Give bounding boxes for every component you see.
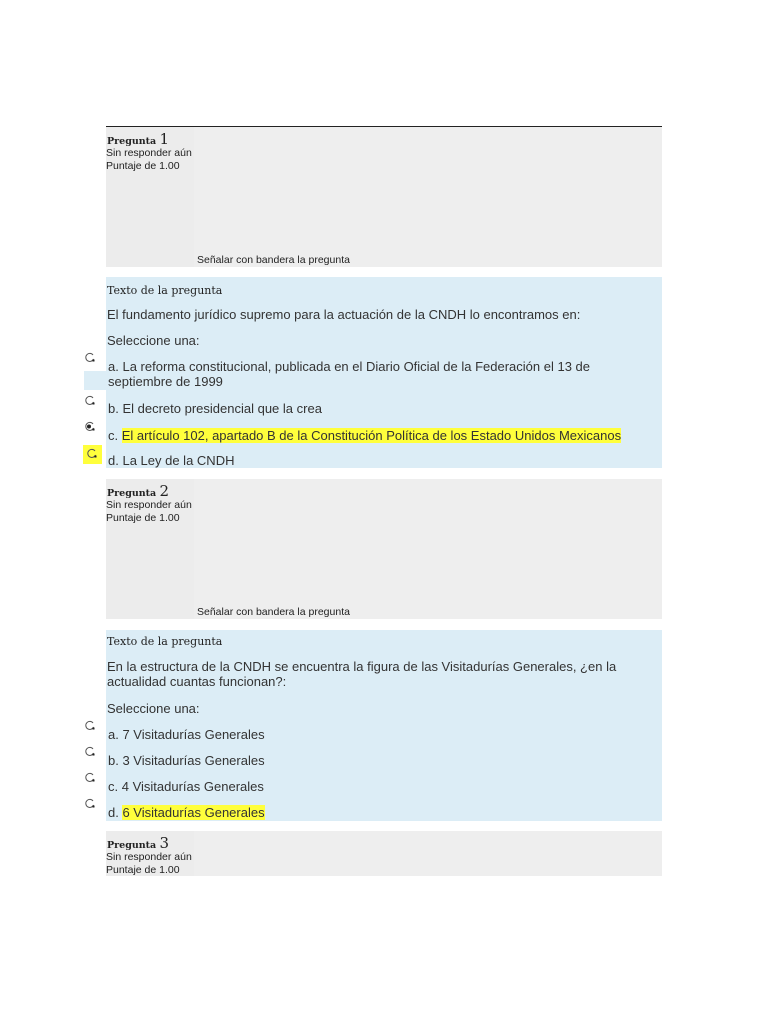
question-2-radio-b[interactable] bbox=[84, 746, 95, 757]
question-2-text: En la estructura de la CNDH se encuentra la figura de las Visitadurías Generales, ¿en la actualidad cuantas funcionan?: bbox=[107, 659, 617, 689]
question-1-text: El fundamento jurídico supremo para la actuación de la CNDH lo encontramos en: bbox=[107, 307, 581, 322]
question-2-content bbox=[106, 630, 662, 821]
question-3-info bbox=[106, 831, 662, 876]
question-2-option-b[interactable]: b. 3 Visitadurías Generales bbox=[108, 753, 265, 768]
question-1-radio-b[interactable] bbox=[84, 395, 95, 406]
question-1-radio-d[interactable] bbox=[83, 445, 102, 464]
question-2-option-c[interactable]: c. 4 Visitadurías Generales bbox=[108, 779, 264, 794]
question-2-text-heading: Texto de la pregunta bbox=[107, 635, 223, 648]
question-2-label: Pregunta 2 bbox=[107, 482, 170, 500]
question-2-radio-d[interactable] bbox=[84, 798, 95, 809]
radio-icon bbox=[84, 798, 95, 809]
radio-icon bbox=[84, 720, 95, 731]
question-2-option-d[interactable]: d. 6 Visitadurías Generales bbox=[108, 805, 265, 820]
question-1-option-a[interactable]: a. La reforma constitucional, publicada en el Diario Oficial de la Federación el 13 de septiembre de 1999 bbox=[108, 359, 591, 389]
question-3-number: 3 bbox=[159, 834, 170, 852]
radio-icon bbox=[84, 746, 95, 757]
question-1-status: Sin responder aún bbox=[106, 147, 192, 159]
question-1-select-prompt: Seleccione una: bbox=[107, 333, 200, 348]
radio-selected-icon bbox=[84, 421, 95, 432]
question-1-label: Pregunta 1 bbox=[107, 130, 170, 148]
radio-icon bbox=[83, 445, 102, 464]
question-2-flag-link[interactable]: Señalar con bandera la pregunta bbox=[197, 606, 350, 618]
question-2-radio-c[interactable] bbox=[84, 772, 95, 783]
question-1-option-b[interactable]: b. El decreto presidencial que la crea bbox=[108, 401, 322, 416]
question-1-radio-c-selected[interactable] bbox=[84, 421, 95, 432]
question-1-content bbox=[106, 277, 662, 468]
question-1-score: Puntaje de 1.00 bbox=[106, 160, 180, 172]
question-3-label: Pregunta 3 bbox=[107, 834, 170, 852]
question-1-number: 1 bbox=[159, 130, 170, 148]
radio-icon bbox=[84, 352, 95, 363]
question-1-info bbox=[106, 127, 662, 267]
question-1-flag-link[interactable]: Señalar con bandera la pregunta bbox=[197, 254, 350, 266]
question-3-score: Puntaje de 1.00 bbox=[106, 864, 180, 876]
question-1-option-c[interactable]: c. El artículo 102, apartado B de la Constitución Política de los Estado Unidos Mexicanos bbox=[108, 428, 622, 443]
question-2-info bbox=[106, 479, 662, 619]
question-3-status: Sin responder aún bbox=[106, 851, 192, 863]
radio-icon bbox=[84, 395, 95, 406]
question-2-number: 2 bbox=[159, 482, 170, 500]
question-1-option-d[interactable]: d. La Ley de la CNDH bbox=[108, 453, 235, 468]
question-2-select-prompt: Seleccione una: bbox=[107, 701, 200, 716]
question-2-option-a[interactable]: a. 7 Visitadurías Generales bbox=[108, 727, 265, 742]
question-2-radio-a[interactable] bbox=[84, 720, 95, 731]
question-1-text-heading: Texto de la pregunta bbox=[107, 284, 223, 297]
radio-icon bbox=[84, 772, 95, 783]
question-1-radio-a[interactable] bbox=[84, 352, 95, 363]
question-2-score: Puntaje de 1.00 bbox=[106, 512, 180, 524]
question-2-status: Sin responder aún bbox=[106, 499, 192, 511]
